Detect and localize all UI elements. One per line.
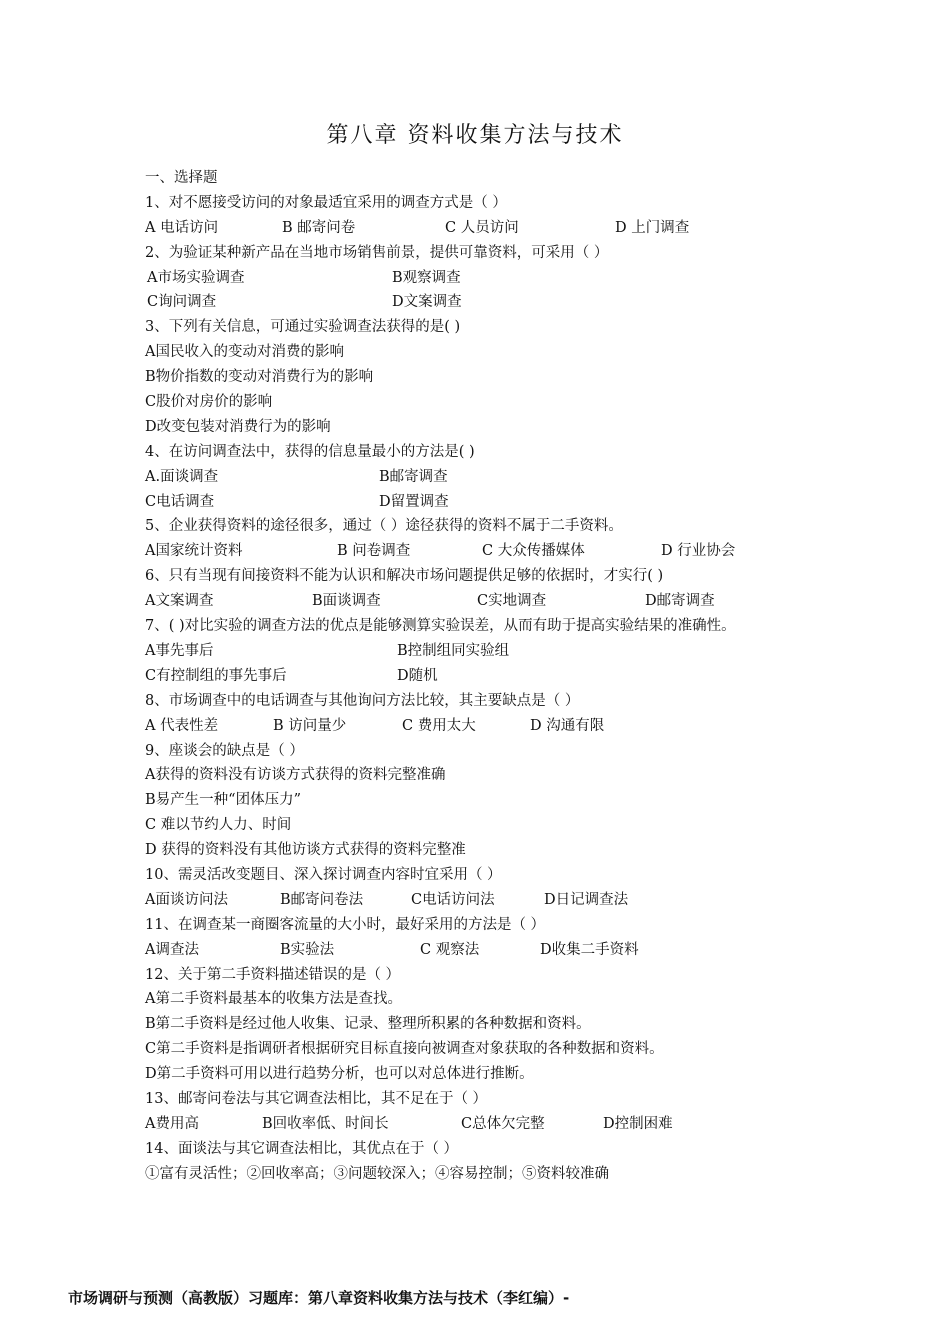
option-d: D控制困难 (603, 1115, 673, 1132)
question-4-stem: 4、在访问调查法中，获得的信息量最小的方法是( ) (145, 443, 475, 460)
question-8-options (145, 714, 835, 739)
question-5-stem: 5、企业获得资料的途径很多，通过（ ）途径获得的资料不属于二手资料。 (145, 518, 623, 535)
question-4-options-row1 (145, 465, 835, 490)
question-5-options (145, 539, 835, 564)
option-c: C 难以节约人力、时间 (145, 817, 292, 834)
question-3-stem: 3、下列有关信息，可通过实验调查法获得的是( ) (145, 319, 461, 336)
question-11-options (145, 938, 835, 963)
question-6-stem: 6、只有当现有间接资料不能为认识和解决市场问题提供足够的依据时，才实行( ) (145, 568, 664, 585)
chapter-title: 第八章 资料收集方法与技术 (326, 123, 624, 148)
option-a: A事先事后 (145, 642, 214, 659)
option-d: D 上门调查 (615, 219, 690, 236)
question-2-options-row2 (145, 290, 835, 315)
option-c: C询问调查 (147, 294, 217, 311)
option-d: D随机 (397, 667, 438, 684)
option-b: B面谈调查 (312, 593, 381, 610)
question-14-items: ①富有灵活性；②回收率高；③问题较深入；④容易控制；⑤资料较准确 (145, 1165, 609, 1182)
option-d: D 行业协会 (661, 543, 736, 560)
option-a: A获得的资料没有访谈方式获得的资料完整准确 (145, 767, 446, 784)
question-9-stem: 9、座谈会的缺点是（ ） (145, 742, 304, 759)
option-d: D 沟通有限 (530, 717, 605, 734)
option-d: D邮寄调查 (645, 593, 715, 610)
question-10-options (145, 888, 835, 913)
option-b: B观察调查 (392, 269, 461, 286)
option-c: C股价对房价的影响 (145, 394, 273, 411)
question-7-options-row1 (145, 639, 835, 664)
option-d: D收集二手资料 (540, 941, 639, 958)
option-b: B 邮寄问卷 (282, 219, 356, 236)
option-c: C第二手资料是指调研者根据研究目标直接向被调查对象获取的各种数据和资料。 (145, 1041, 664, 1058)
option-c: C电话调查 (145, 493, 215, 510)
option-a: A市场实验调查 (147, 269, 245, 286)
section-heading: 一、选择题 (145, 170, 218, 186)
option-c: C 观察法 (420, 941, 480, 958)
question-8-stem: 8、市场调查中的电话调查与其他询问方法比较，其主要缺点是（ ） (145, 692, 580, 709)
question-12-stem: 12、关于第二手资料描述错误的是（ ） (145, 966, 401, 983)
option-b: B第二手资料是经过他人收集、记录、整理所积累的各种数据和资料。 (145, 1016, 591, 1033)
option-a: A.面谈调查 (145, 468, 219, 485)
option-d: D第二手资料可用以进行趋势分析，也可以对总体进行推断。 (145, 1066, 534, 1083)
option-c: C实地调查 (477, 593, 547, 610)
option-b: B 问卷调查 (337, 543, 411, 560)
question-list (145, 166, 835, 1187)
option-b: B易产生一种“团体压力” (145, 792, 301, 809)
question-1-stem: 1、对不愿接受访问的对象最适宜采用的调查方式是（ ） (145, 194, 507, 211)
question-2-options-row1 (145, 266, 835, 291)
option-c: C电话访问法 (411, 891, 495, 908)
option-d: D日记调查法 (544, 891, 629, 908)
option-a: A第二手资料最基本的收集方法是查找。 (145, 991, 402, 1008)
option-c: C有控制组的事先事后 (145, 667, 287, 684)
option-a: A国民收入的变动对消费的影响 (145, 344, 344, 361)
option-d: D 获得的资料没有其他访谈方式获得的资料完整准 (145, 842, 466, 859)
option-b: B邮寄问卷法 (280, 891, 364, 908)
question-6-options (145, 589, 835, 614)
document-footer: 市场调研与预测（高教版）习题库：第八章资料收集方法与技术（李红编）- (68, 1289, 570, 1307)
option-a: A面谈访问法 (145, 891, 228, 908)
option-a: A 电话访问 (145, 219, 219, 236)
option-c: C 费用太大 (402, 717, 476, 734)
option-d: D改变包装对消费行为的影响 (145, 418, 331, 435)
question-2-stem: 2、为验证某种新产品在当地市场销售前景，提供可靠资料，可采用（ ） (145, 244, 609, 261)
option-c: C 大众传播媒体 (482, 543, 585, 560)
option-a: A国家统计资料 (145, 543, 243, 560)
option-d: D文案调查 (392, 294, 462, 311)
option-d: D留置调查 (379, 493, 449, 510)
question-10-stem: 10、需灵活改变题目、深入探讨调查内容时宜采用（ ） (145, 866, 502, 883)
question-13-stem: 13、邮寄问卷法与其它调查法相比，其不足在于（ ） (145, 1090, 488, 1107)
question-4-options-row2 (145, 490, 835, 515)
option-b: B控制组同实验组 (397, 642, 510, 659)
option-a: A调查法 (145, 941, 199, 958)
option-a: A费用高 (145, 1115, 199, 1132)
option-b: B实验法 (280, 941, 335, 958)
option-b: B 访问量少 (273, 717, 347, 734)
option-a: A文案调查 (145, 593, 214, 610)
option-c: C 人员访问 (445, 219, 519, 236)
option-b: B回收率低、时间长 (262, 1115, 389, 1132)
question-14-stem: 14、面谈法与其它调查法相比，其优点在于（ ） (145, 1140, 459, 1157)
option-c: C总体欠完整 (461, 1115, 545, 1132)
question-7-options-row2 (145, 664, 835, 689)
question-13-options (145, 1112, 835, 1137)
question-7-stem: 7、( )对比实验的调查方法的优点是能够测算实验误差，从而有助于提高实验结果的准确性。 (145, 618, 736, 635)
option-b: B物价指数的变动对消费行为的影响 (145, 369, 374, 386)
option-a: A 代表性差 (145, 717, 219, 734)
question-11-stem: 11、在调查某一商圈客流量的大小时，最好采用的方法是（ ） (145, 916, 546, 933)
question-1-options (145, 216, 835, 241)
option-b: B邮寄调查 (379, 468, 448, 485)
